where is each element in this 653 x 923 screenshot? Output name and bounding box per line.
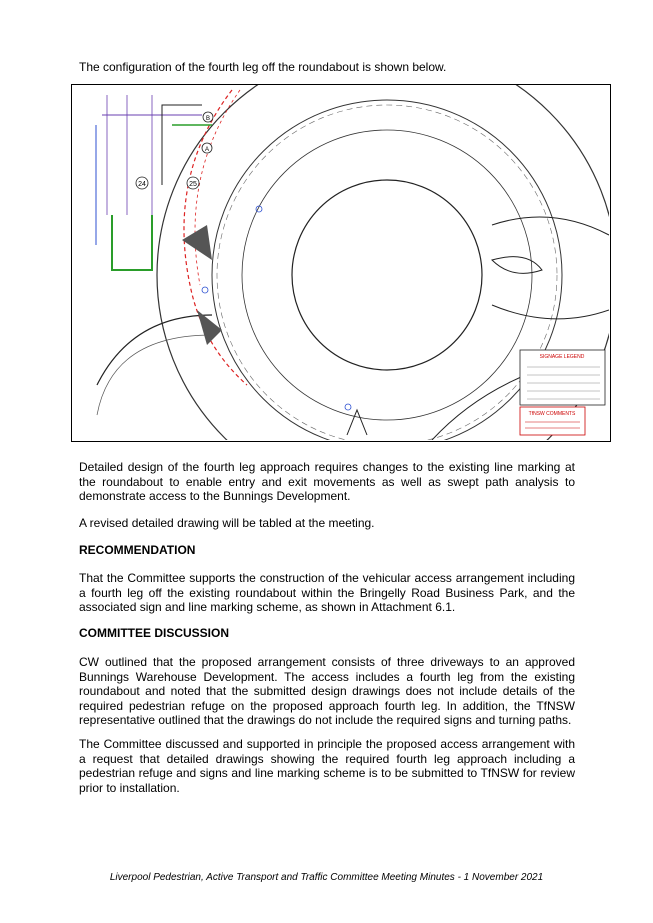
node-label-b: B [205,116,211,122]
kerb-line [162,105,202,185]
approach-line [492,305,609,319]
paragraph-design: Detailed design of the fourth leg approach requires changes to the existing line marking at the roundabout to enable entry and exit movements as well as swept path analysis to demonstrate access to the Bunnings Development. [79,460,575,504]
paragraph-revised: A revised detailed drawing will be tabled at the meeting. [79,516,375,530]
sign-marker [345,404,351,410]
building-outline [112,215,152,270]
roundabout-drawing [71,84,611,442]
heading-recommendation: RECOMMENDATION [79,543,196,557]
inner-ring-line [242,130,532,420]
page-footer: Liverpool Pedestrian, Active Transport and Traffic Committee Meeting Minutes - 1 November 2021 [109,872,544,883]
sign-marker [202,287,208,293]
heading-committee-discussion: COMMITTEE DISCUSSION [79,626,230,640]
intro-text: The configuration of the fourth leg off the roundabout is shown below. [79,60,447,74]
approach-line [492,217,609,235]
comments-title: TfNSW COMMENTS [528,411,576,417]
paragraph-discussion-2: The Committee discussed and supported in principle the proposed access arrangement with a request that detailed drawings showing the required fourth leg approach including a pedestrian refuge and signs and line marking scheme is to be submitted to TfNSW for review prior to installation. [79,737,575,795]
node-label-a: A [204,147,210,153]
lot-label-24: 24 [138,181,146,188]
central-island [292,180,482,370]
middle-ring-line [212,100,562,440]
paragraph-discussion-1: CW outlined that the proposed arrangement consists of three driveways to an approved Bunnings Warehouse Development. The access includes a fourth leg from the existing roundabout and noted that the submitted design drawings does not include details of the required pedestrian refuge on the proposed approach fourth leg. In addition, the TfNSW representative outlined that the drawings do not include the required signs and turning paths. [79,655,575,728]
right-splitter-island [492,257,542,274]
paragraph-recommendation: That the Committee supports the construction of the vehicular access arrangement including a fourth leg off the existing roundabout within the Bringelly Road Business Park, and the associated sign and line marking scheme, as shown in Attachment 6.1. [79,571,575,615]
kerb-arc [97,315,212,385]
roundabout-plan [72,85,609,440]
lot-label-25: 25 [189,181,197,188]
bottom-splitter-island [347,410,367,435]
median-island [182,225,212,260]
lane-line [217,105,557,440]
signage-legend-title: SIGNAGE LEGEND [539,354,585,360]
kerb-arc [97,335,212,415]
